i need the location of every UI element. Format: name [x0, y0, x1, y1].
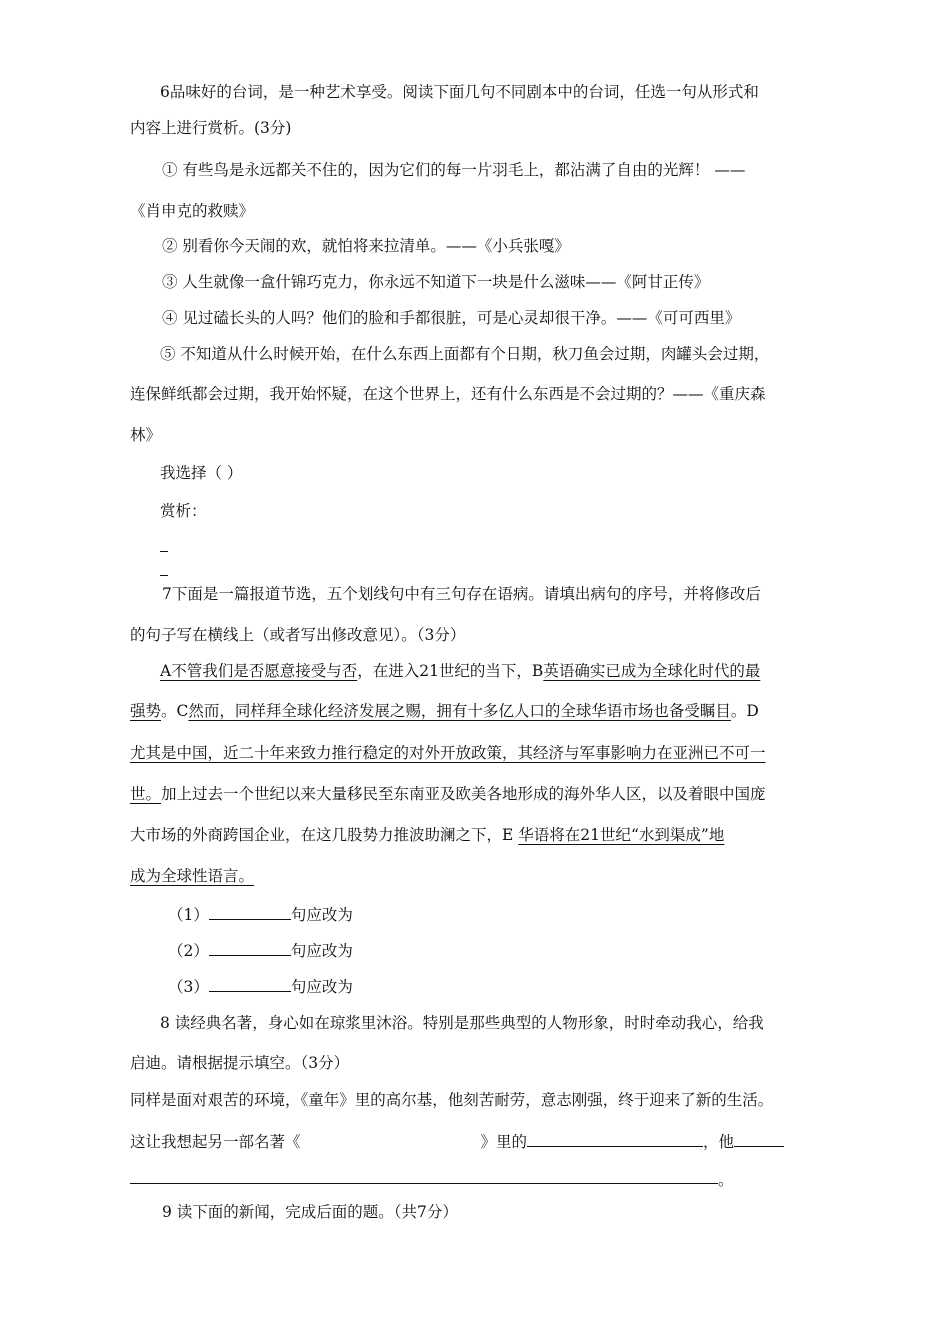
q6-analysis-label: 赏析：	[160, 502, 207, 520]
q6-item1-line2: 《肖申克的救赎》	[130, 202, 255, 220]
q8-prompt-line2: 这让我想起另一部名著《 》里的 ，他	[130, 1130, 784, 1152]
answer-blank[interactable]	[209, 903, 291, 920]
q7-answer-2: （2） 句应改为	[168, 939, 353, 961]
answer-blank[interactable]	[209, 975, 291, 992]
sentence-d: 尤其是中国，近二十年来致力推行稳定的对外开放政策，其经济与军事影响力在亚洲已不可一	[130, 744, 766, 762]
sentence-a: A不管我们是否愿意接受与否	[160, 662, 358, 680]
q7-intro-line2: 的句子写在横线上（或者写出修改意见）。（3分）	[130, 626, 466, 644]
answer-line-mark	[160, 575, 168, 576]
sentence-e-cont: 成为全球性语言。	[130, 867, 255, 885]
answer-blank[interactable]	[209, 939, 291, 956]
q6-item2: ② 别看你今天闹的欢，就怕将来拉清单。——《小兵张嘎》	[162, 237, 570, 255]
sentence-e: 华语将在21世纪“水到渠成”地	[518, 826, 725, 844]
q7-answer-3: （3） 句应改为	[168, 975, 353, 997]
description-blank[interactable]	[734, 1130, 784, 1147]
q7-passage-line2: 强势。C然而，同样拜全球化经济发展之赐，拥有十多亿人口的全球华语市场也备受瞩目。D	[130, 702, 759, 720]
answer-line[interactable]	[130, 1183, 718, 1184]
q7-passage-line1: A不管我们是否愿意接受与否，在进入21世纪的当下，B英语确实已成为全球化时代的最	[160, 662, 761, 680]
sentence-b-cont: 强势	[130, 702, 162, 720]
q8-intro-line2: 启迪。请根据提示填空。（3分）	[130, 1054, 350, 1072]
q6-item4: ④ 见过磕长头的人吗？他们的脸和手都很脏，可是心灵却很干净。——《可可西里》	[162, 309, 741, 327]
q6-intro-line1: 6品味好的台词，是一种艺术享受。阅读下面几句不同剧本中的台词，任选一句从形式和	[160, 83, 759, 101]
q9-intro: 9 读下面的新闻，完成后面的题。（共7分）	[162, 1203, 458, 1221]
q8-intro-line1: 8 读经典名著，身心如在琼浆里沐浴。特别是那些典型的人物形象，时时牵动我心，给我	[160, 1014, 764, 1032]
q6-item5-line3: 林》	[130, 426, 162, 444]
sentence-c: 然而，同样拜全球化经济发展之赐，拥有十多亿人口的全球华语市场也备受瞩目	[188, 702, 731, 720]
q7-passage-line4: 世。加上过去一个世纪以来大量移民至东南亚及欧美各地形成的海外华人区，以及着眼中国庞	[130, 785, 766, 803]
sentence-d-cont: 世。	[130, 785, 162, 803]
answer-line-mark	[160, 551, 168, 552]
q7-passage-line5: 大市场的外商跨国企业，在这几股势力推波助澜之下，E 华语将在21世纪“水到渠成”地	[130, 826, 725, 844]
character-blank[interactable]	[527, 1130, 703, 1147]
q7-passage-line3	[130, 743, 766, 763]
q6-item1-line1: ① 有些鸟是永远都关不住的，因为它们的每一片羽毛上，都沾满了自由的光辉！ ——	[162, 161, 746, 179]
q6-intro-line2: 内容上进行赏析。(3分)	[130, 119, 292, 137]
q6-choose-prompt: 我选择（ ）	[160, 464, 243, 482]
q6-item3: ③ 人生就像一盒什锦巧克力，你永远不知道下一块是什么滋味——《阿甘正传》	[162, 273, 710, 291]
q7-passage-line6	[130, 866, 254, 886]
sentence-b: 英语确实已成为全球化时代的最	[543, 662, 761, 680]
q6-item5-line2: 连保鲜纸都会过期，我开始怀疑，在这个世界上，还有什么东西是不会过期的？——《重庆森	[130, 385, 766, 403]
q7-intro-line1: 7下面是一篇报道节选，五个划线句中有三句存在语病。请填出病句的序号，并将修改后	[162, 585, 761, 603]
sentence-end-mark: 。	[718, 1171, 734, 1189]
q6-item5-line1: ⑤ 不知道从什么时候开始，在什么东西上面都有个日期，秋刀鱼会过期，肉罐头会过期，	[160, 345, 770, 363]
q7-answer-1: （1） 句应改为	[168, 903, 353, 925]
q8-prompt-line1: 同样是面对艰苦的环境，《童年》里的高尔基，他刻苦耐劳，意志刚强，终于迎来了新的生活。	[130, 1091, 774, 1109]
